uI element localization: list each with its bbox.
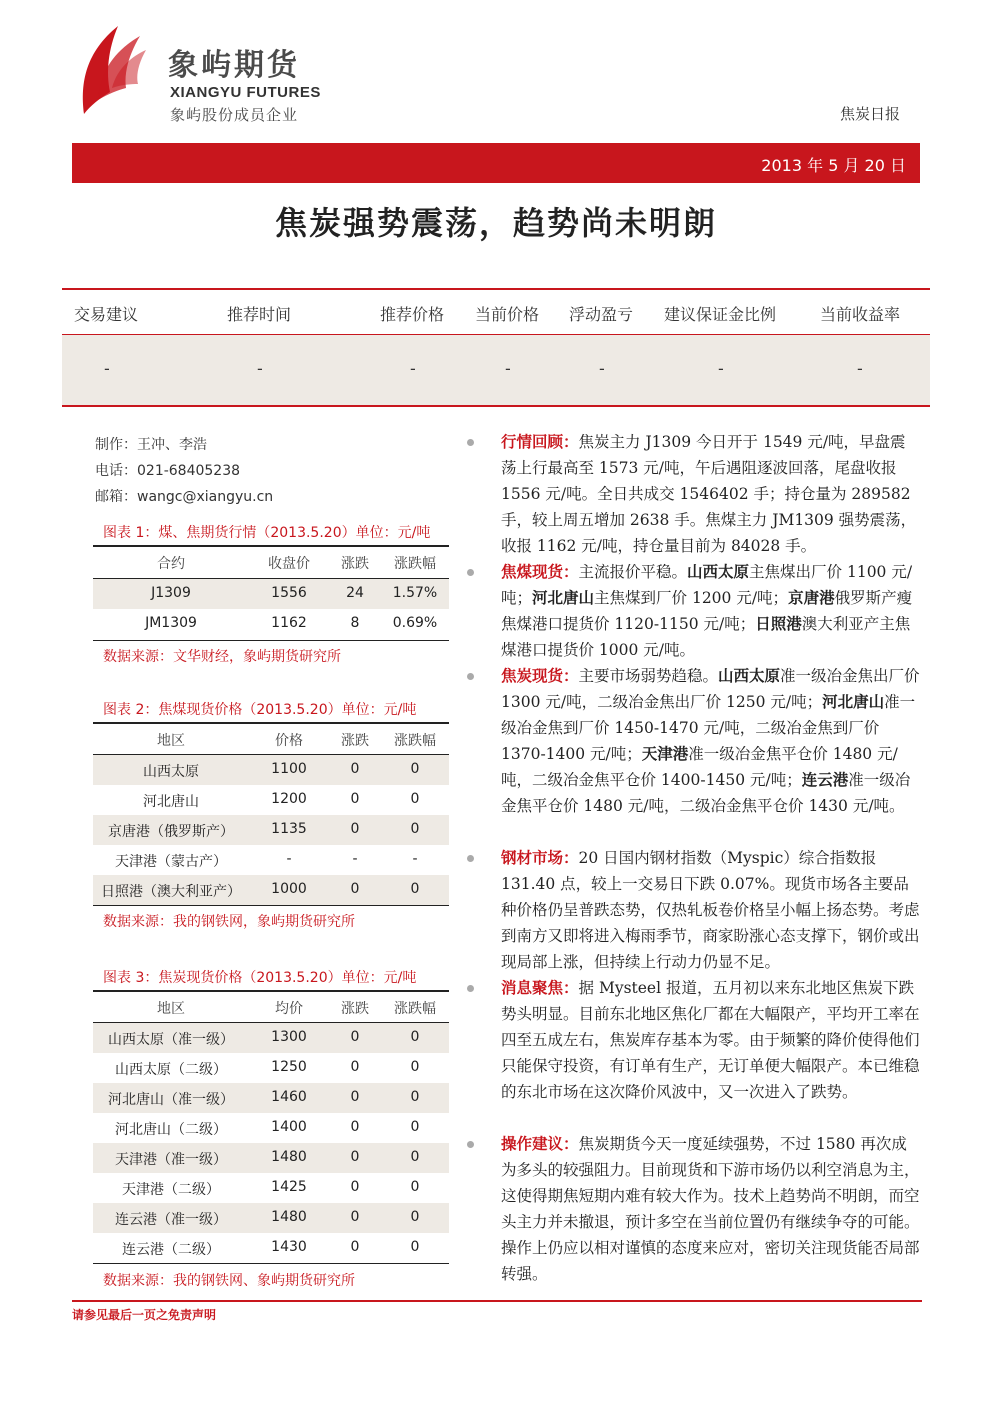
page-title: 焦炭强势震荡，趋势尚未明朗 — [274, 204, 717, 242]
table-cell: 天津港（准一级） — [115, 1152, 227, 1168]
table-cell: 0 — [350, 791, 360, 807]
rec-value-cur-price: - — [505, 359, 511, 378]
divider — [93, 1263, 449, 1264]
table-row — [93, 875, 449, 905]
table-cell: 0 — [410, 1239, 420, 1255]
section-text: 焦炭主力 J1309 今日开于 1549 元/吨，早盘震荡上行最高至 1573 元/吨，午后遇阻逐波回落，尾盘收报 1556 元/吨。全日共成交 1546402 手；持仓量为 289582 手，较上周五增加 2638 手。焦煤主力 JM1309 强势震荡，收报 1162 元/吨，持仓量目前为 84028 手。 — [501, 433, 917, 555]
rec-header-time: 推荐时间 — [227, 305, 292, 324]
footer-disclaimer: 请参见最后一页之免责声明 — [72, 1308, 217, 1322]
table3-title: 图表 3：焦炭现货价格（2013.5.20）单位：元/吨 — [103, 970, 417, 986]
table-cell: - — [412, 851, 418, 867]
section-text: 澳大利亚产主焦煤港口提货价 1000 元/吨。 — [501, 615, 911, 659]
date-bar — [72, 143, 920, 183]
divider — [93, 905, 449, 906]
table-cell: 0 — [410, 1029, 420, 1045]
table-cell: 山西太原（准一级） — [108, 1032, 234, 1048]
table-cell: 天津港（二级） — [122, 1182, 220, 1198]
table-header-row — [93, 547, 449, 577]
section-heading: 钢材市场： — [501, 849, 579, 867]
table-header-cell: 涨跌 — [341, 1001, 369, 1017]
report-date: 2013 年 5 月 20 日 — [761, 156, 906, 175]
section-steel-market — [501, 845, 921, 975]
table1-title: 图表 1：煤、焦期货行情（2013.5.20）单位：元/吨 — [103, 525, 431, 541]
table-header-cell: 均价 — [275, 1001, 303, 1017]
table-cell: 0 — [350, 1239, 360, 1255]
table-row — [93, 845, 449, 875]
table-cell: 1480 — [271, 1149, 307, 1165]
table-cell: 1480 — [271, 1209, 307, 1225]
table-cell: 0 — [410, 1209, 420, 1225]
red-wing-logo-icon — [78, 22, 148, 117]
section-heading: 焦煤现货： — [501, 563, 579, 581]
table-cell: 1135 — [271, 821, 307, 837]
recommendation-header-row — [62, 290, 930, 334]
table-cell: 1200 — [271, 791, 307, 807]
table-cell: 0 — [410, 791, 420, 807]
place-name: 河北唐山 — [532, 589, 595, 607]
table-header-cell: 涨跌 — [341, 556, 369, 572]
table-row — [93, 1023, 449, 1053]
table-cell: 1460 — [271, 1089, 307, 1105]
table-cell: 8 — [350, 615, 360, 631]
section-text: 主要市场弱势趋稳。 — [578, 667, 719, 685]
table-row — [93, 785, 449, 815]
table-cell: 0 — [410, 761, 420, 777]
rec-value-margin: - — [718, 359, 724, 378]
table-cell: 1.57% — [392, 585, 438, 601]
table-row — [93, 1113, 449, 1143]
table3-source: 数据来源：我的钢铁网、象屿期货研究所 — [103, 1273, 355, 1289]
place-name: 京唐港 — [788, 589, 835, 607]
author-phone: 电话：021-68405238 — [95, 463, 241, 479]
rec-header-margin: 建议保证金比例 — [664, 305, 777, 324]
table-cell: 河北唐山（二级） — [115, 1122, 227, 1138]
table-cell: 0 — [410, 1059, 420, 1075]
table-row — [93, 1083, 449, 1113]
table-header-cell: 涨跌 — [341, 733, 369, 749]
place-name: 河北唐山 — [822, 693, 885, 711]
table-cell: 0.69% — [392, 615, 438, 631]
table-cell: 0 — [350, 1209, 360, 1225]
table-cell: 0 — [350, 1119, 360, 1135]
section-text: 准一级冶金焦平仓价 1480 元/吨，二级冶金焦平仓价 1430 元/吨。 — [501, 771, 911, 815]
table-header-cell: 涨跌幅 — [394, 733, 436, 749]
section-text: 准一级冶金焦到厂价 1450-1470 元/吨，二级冶金焦到厂价 1370-1400 元/吨； — [501, 693, 916, 763]
divider — [62, 405, 930, 407]
place-name: 山西太原 — [718, 667, 781, 685]
brand-name-cn: 象屿期货 — [168, 48, 300, 83]
section-market-review — [501, 429, 921, 559]
place-name: 日照港 — [755, 615, 802, 633]
table-cell: 0 — [410, 1119, 420, 1135]
table-header-cell: 合约 — [157, 556, 185, 572]
table-header-cell: 价格 — [275, 733, 303, 749]
table-cell: 0 — [410, 1149, 420, 1165]
section-heading: 操作建议： — [501, 1135, 579, 1153]
bullet-icon — [467, 985, 474, 992]
place-name: 山西太原 — [687, 563, 750, 581]
brand-name-en: XIANGYU FUTURES — [170, 84, 321, 101]
bullet-icon — [467, 569, 474, 576]
table-cell: 0 — [350, 761, 360, 777]
table-cell: 日照港（澳大利亚产） — [101, 884, 241, 900]
place-name: 天津港 — [641, 745, 689, 763]
bullet-icon — [467, 673, 474, 680]
section-text: 主流报价平稳。 — [578, 563, 688, 581]
section-text: 主焦煤出厂价 1100 元/吨； — [501, 563, 913, 607]
table-cell: 1162 — [271, 615, 307, 631]
table-header-row — [93, 724, 449, 754]
table-cell: 0 — [350, 1059, 360, 1075]
table-row — [93, 815, 449, 845]
table-cell: JM1309 — [145, 615, 197, 631]
table-cell: 0 — [350, 1089, 360, 1105]
table-row — [93, 1143, 449, 1173]
table-header-cell: 收盘价 — [268, 556, 310, 572]
rec-header-advice: 交易建议 — [74, 305, 139, 324]
table-cell: 1100 — [271, 761, 307, 777]
table-cell: - — [286, 851, 292, 867]
table-cell: 0 — [350, 881, 360, 897]
section-text: 据 Mysteel 报道，五月初以来东北地区焦炭下跌势头明显。目前东北地区焦化厂都在大幅限产，平均开工率在四至五成左右，焦炭库存基本为零。由于频繁的降价使得他们只能保守投资，有订单有生产，无订单便大幅限产。本已维稳的东北市场在这次降价风波中，又一次进入了跌势。 — [501, 979, 920, 1101]
table-cell: 连云港（二级） — [122, 1242, 220, 1258]
rec-value-pnl: - — [599, 359, 605, 378]
section-advice — [501, 1131, 921, 1287]
table-row — [93, 609, 449, 639]
rec-value-rec-price: - — [410, 359, 416, 378]
table-cell: 1430 — [271, 1239, 307, 1255]
table-cell: 1250 — [271, 1059, 307, 1075]
rec-header-yield: 当前收益率 — [820, 305, 901, 324]
table-cell: 1400 — [271, 1119, 307, 1135]
table-cell: J1309 — [151, 585, 191, 601]
section-coke-spot — [501, 663, 921, 819]
rec-header-pnl: 浮动盈亏 — [569, 305, 634, 324]
table2-source: 数据来源：我的钢铁网，象屿期货研究所 — [103, 914, 355, 930]
table1-source: 数据来源：文华财经，象屿期货研究所 — [103, 649, 341, 665]
author-email: 邮箱：wangc@xiangyu.cn — [95, 489, 274, 505]
author-name: 制作：王冲、李浩 — [95, 437, 207, 453]
report-type: 焦炭日报 — [839, 105, 900, 123]
table-row — [93, 579, 449, 609]
rec-value-advice: - — [104, 359, 110, 378]
rec-header-rec-price: 推荐价格 — [380, 305, 445, 324]
footer-divider — [72, 1300, 922, 1302]
table-cell: 河北唐山（准一级） — [108, 1092, 234, 1108]
table-cell: 0 — [350, 1179, 360, 1195]
table-cell: 0 — [410, 881, 420, 897]
table-row — [93, 1053, 449, 1083]
section-text: 准一级冶金焦出厂价 1300 元/吨，二级冶金焦出厂价 1250 元/吨； — [501, 667, 920, 711]
section-coal-spot — [501, 559, 921, 663]
section-text: 准一级冶金焦平仓价 1480 元/吨，二级冶金焦平仓价 1400-1450 元/吨； — [501, 745, 898, 789]
table-cell: 0 — [410, 1179, 420, 1195]
section-text: 主焦煤到厂价 1200 元/吨； — [594, 589, 789, 607]
table-cell: 1556 — [271, 585, 307, 601]
table-cell: 河北唐山 — [143, 794, 199, 810]
table-row — [93, 1173, 449, 1203]
recommendation-value-row — [62, 335, 930, 405]
table-cell: 0 — [350, 1029, 360, 1045]
section-news — [501, 975, 921, 1105]
table-cell: 连云港（准一级） — [115, 1212, 227, 1228]
table-cell: 0 — [350, 821, 360, 837]
section-text: 20 日国内钢材指数（Myspic）综合指数报 131.40 点，较上一交易日下跌 0.07%。现货市场各主要品种价格仍呈普跌态势，仅热轧板卷价格呈小幅上扬态势。考虑到南方又即将进入梅雨季节，商家盼涨心态支撑下，钢价或出现局部上涨，但持续上行动力仍显不足。 — [501, 849, 920, 971]
section-heading: 消息聚焦： — [501, 979, 579, 997]
table-cell: 1425 — [271, 1179, 307, 1195]
bullet-icon — [467, 855, 474, 862]
table-cell: 京唐港（俄罗斯产） — [108, 824, 234, 840]
divider — [93, 640, 449, 641]
bullet-icon — [467, 439, 474, 446]
section-text: 焦炭期货今天一度延续强势，不过 1580 再次成为多头的较强阻力。目前现货和下游市场仍以利空消息为主，这使得期焦短期内难有较大作为。技术上趋势尚不明朗，而空头主力并未撤退，预计多空在当前位置仍有继续争夺的可能。操作上仍应以相对谨慎的态度来应对，密切关注现货能否局部转强。 — [501, 1135, 920, 1283]
table-row — [93, 755, 449, 785]
section-heading: 焦炭现货： — [501, 667, 579, 685]
table-cell: 山西太原（二级） — [115, 1062, 227, 1078]
table-cell: 1000 — [271, 881, 307, 897]
table-header-row — [93, 992, 449, 1022]
rec-header-cur-price: 当前价格 — [475, 305, 540, 324]
brand-subtitle: 象屿股份成员企业 — [170, 106, 299, 124]
table-cell: 山西太原 — [143, 764, 199, 780]
table2-title: 图表 2：焦煤现货价格（2013.5.20）单位：元/吨 — [103, 702, 417, 718]
section-text: 俄罗斯产瘦焦煤港口提货价 1120-1150 元/吨； — [501, 589, 913, 633]
table-cell: 天津港（蒙古产） — [115, 854, 227, 870]
rec-value-yield: - — [857, 359, 863, 378]
table-header-cell: 地区 — [157, 733, 185, 749]
rec-value-time: - — [257, 359, 263, 378]
bullet-icon — [467, 1141, 474, 1148]
place-name: 连云港 — [801, 771, 849, 789]
table-row — [93, 1203, 449, 1233]
table-row — [93, 1233, 449, 1263]
table-header-cell: 地区 — [157, 1001, 185, 1017]
table-cell: 1300 — [271, 1029, 307, 1045]
table-cell: 0 — [410, 1089, 420, 1105]
table-header-cell: 涨跌幅 — [394, 556, 436, 572]
table-cell: - — [352, 851, 358, 867]
section-heading: 行情回顾： — [501, 433, 579, 451]
table-header-cell: 涨跌幅 — [394, 1001, 436, 1017]
table-cell: 24 — [346, 585, 364, 601]
table-cell: 0 — [410, 821, 420, 837]
table-cell: 0 — [350, 1149, 360, 1165]
